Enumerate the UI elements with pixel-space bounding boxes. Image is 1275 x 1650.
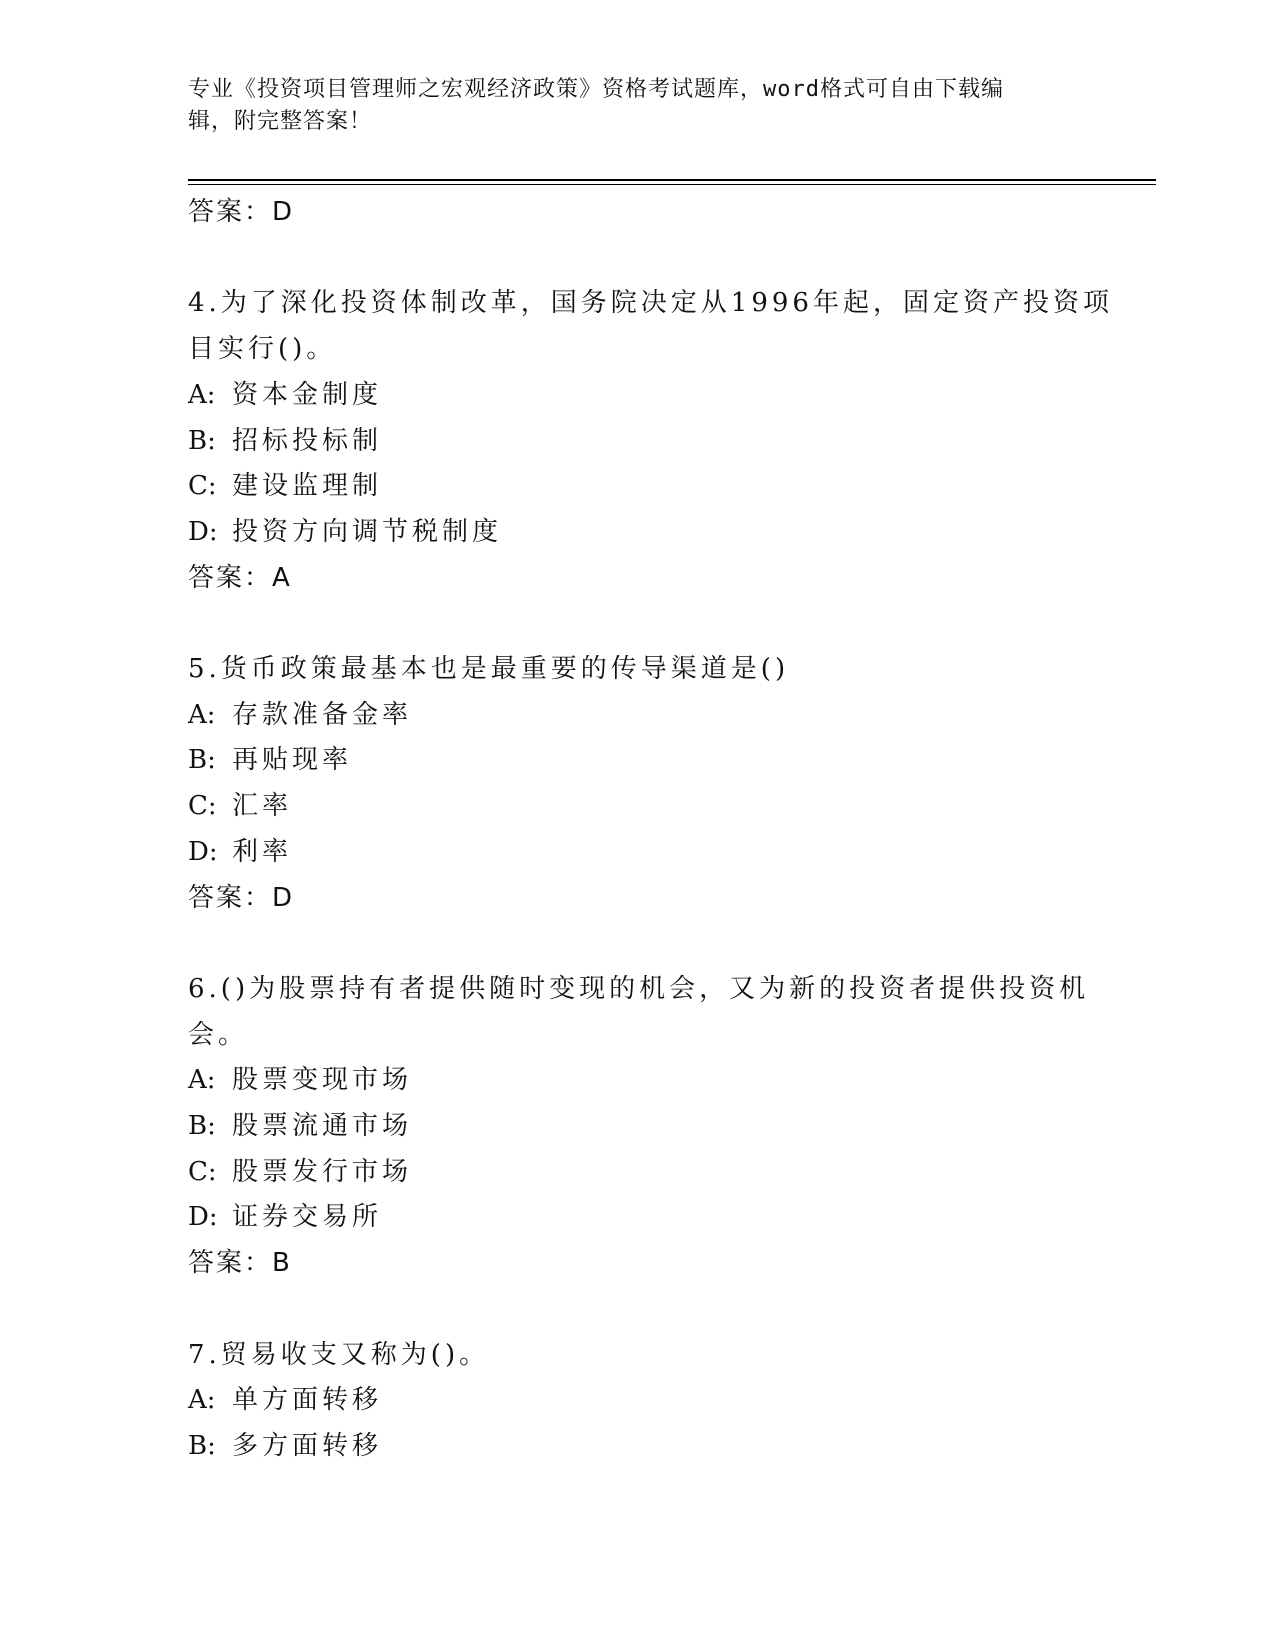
option-b	[188, 738, 1088, 784]
option-key: A:	[188, 699, 216, 730]
option-c	[188, 784, 1088, 830]
option-key: B:	[188, 1111, 216, 1142]
option-text: 建设监理制	[232, 471, 383, 502]
option-a	[188, 1058, 1088, 1104]
option-key: A:	[188, 1065, 216, 1096]
answer-line	[188, 556, 1088, 602]
question-stem-continued: 会。	[188, 1019, 249, 1050]
option-text: 存款准备金率	[232, 699, 413, 730]
answer-label: 答案：	[188, 197, 273, 227]
answer-line	[188, 1241, 1088, 1287]
option-a	[188, 373, 1088, 419]
option-d	[188, 830, 1088, 876]
option-key: D:	[188, 1202, 218, 1233]
answer-label: 答案：	[188, 1248, 273, 1279]
option-text: 证券交易所	[232, 1202, 383, 1233]
option-b	[188, 419, 1088, 465]
option-text: 资本金制度	[232, 379, 383, 410]
answer-line	[188, 876, 1088, 922]
option-text: 股票发行市场	[232, 1156, 413, 1187]
answer-value: A	[272, 562, 292, 593]
question-stem: 4.为了深化投资体制改革，国务院决定从1996年起，固定资产投资项	[188, 288, 1113, 319]
option-text: 招标投标制	[232, 425, 383, 456]
option-key: C:	[188, 1156, 217, 1187]
header-line-1: 专业《投资项目管理师之宏观经济政策》资格考试题库，word格式可自由下载编	[188, 77, 1004, 102]
option-key: D:	[188, 516, 218, 547]
answer-value: D	[272, 882, 295, 913]
question-stem: 6.()为股票持有者提供随时变现的机会，又为新的投资者提供投资机	[188, 973, 1090, 1004]
question-stem: 5.货币政策最基本也是最重要的传导渠道是()	[188, 654, 790, 684]
question-block	[188, 967, 1088, 1287]
option-c	[188, 1150, 1088, 1196]
question-block	[188, 647, 1088, 921]
answer-label: 答案：	[188, 562, 273, 593]
option-key: B:	[188, 1430, 216, 1461]
option-b	[188, 1424, 1088, 1470]
option-d	[188, 510, 1088, 556]
option-key: B:	[188, 425, 216, 456]
option-d	[188, 1195, 1088, 1241]
option-text: 汇率	[232, 791, 293, 822]
option-text: 投资方向调节税制度	[232, 516, 503, 547]
answer-value: D	[272, 197, 295, 227]
question-block	[188, 281, 1113, 601]
option-key: C:	[188, 791, 217, 822]
question-stem-continued: 目实行()。	[188, 334, 337, 365]
option-a	[188, 1378, 1088, 1424]
option-b	[188, 1104, 1088, 1150]
header-rule	[188, 179, 1156, 181]
option-key: A:	[188, 379, 216, 410]
option-text: 股票变现市场	[232, 1065, 413, 1096]
option-c	[188, 464, 1088, 510]
answer-line	[188, 190, 1088, 236]
option-key: B:	[188, 745, 216, 776]
option-text: 多方面转移	[232, 1430, 383, 1461]
document-header	[188, 74, 1068, 138]
answer-label: 答案：	[188, 882, 273, 913]
question-block	[188, 1333, 1088, 1470]
question-stem: 7.贸易收支又称为()。	[188, 1339, 490, 1370]
option-a	[188, 693, 1088, 739]
option-key: D:	[188, 836, 218, 867]
option-text: 股票流通市场	[232, 1111, 413, 1142]
option-key: C:	[188, 471, 217, 502]
option-text: 再贴现率	[232, 745, 353, 776]
option-text: 单方面转移	[232, 1385, 383, 1416]
header-line-2: 辑，附完整答案！	[188, 109, 373, 134]
question-list	[188, 190, 1113, 1470]
answer-value: B	[272, 1248, 292, 1279]
option-key: A:	[188, 1385, 216, 1416]
option-text: 利率	[232, 836, 293, 867]
header-rule-thin	[188, 184, 1156, 185]
